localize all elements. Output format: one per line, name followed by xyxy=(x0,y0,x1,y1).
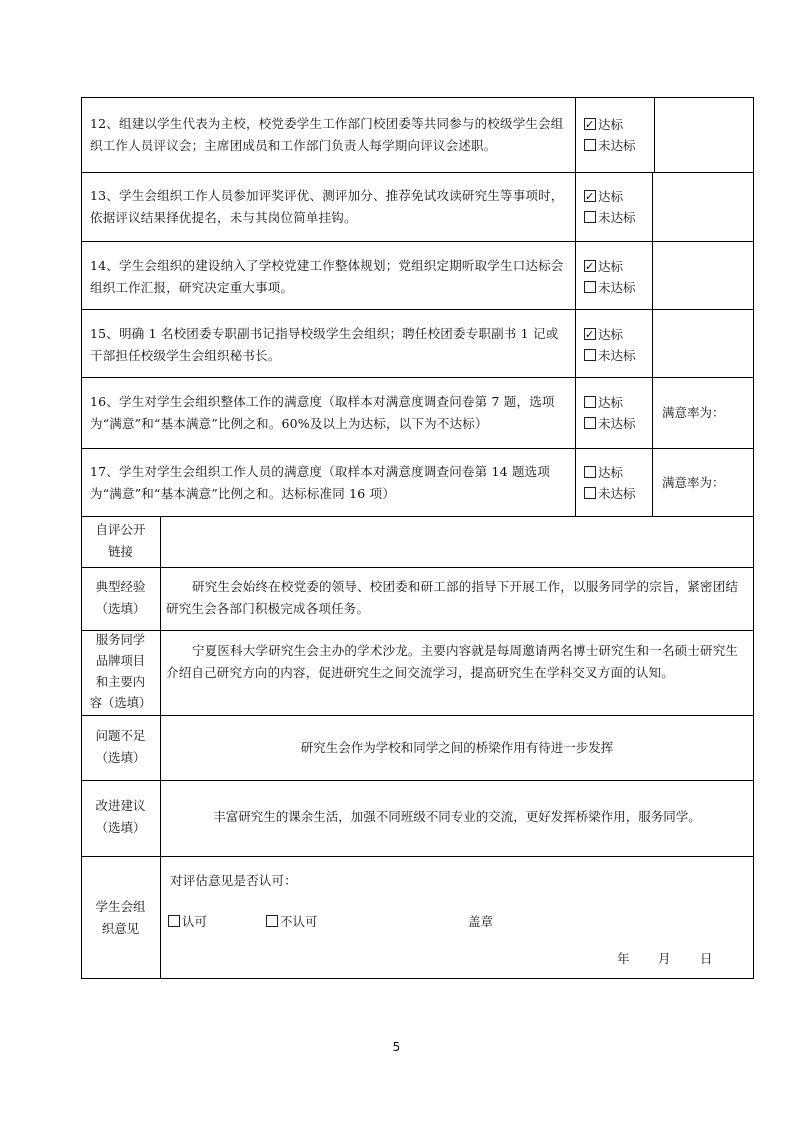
criterion-text: 17、学生对学生会组织工作人员的满意度（取样本对满意度调查问卷第 14 题选项为“满意”和“基本满意”比例之和。达标标准同 16 项） xyxy=(90,464,551,501)
criterion-text: 16、学生对学生会组织整体工作的满意度（取样本对满意度调查问卷第 7 题，选项为“满意”和“基本满意”比例之和。60%及以上为达标，以下为不达标） xyxy=(90,394,555,431)
checkbox-checked-icon[interactable] xyxy=(584,190,596,202)
checkbox-icon[interactable] xyxy=(584,487,596,499)
criterion-text: 13、学生会组织工作人员参加评奖评优、测评加分、推荐免试攻读研究生等事项时，依据评议结果择优提名，未与其岗位简单挂钩。 xyxy=(90,188,564,225)
checkbox-icon[interactable] xyxy=(584,466,596,478)
unmet-option[interactable]: 未达标 xyxy=(584,135,636,156)
criterion-text: 12、组建以学生代表为主校，校党委学生工作部门校团委等共同参与的校级学生会组织工作人员评议会；主席团成员和工作部门负责人每学期向评议会述职。 xyxy=(90,116,564,153)
unmet-option[interactable]: 未达标 xyxy=(584,345,636,366)
checkbox-checked-icon[interactable] xyxy=(584,260,596,272)
suggestions-content: 丰富研究生的课余生活，加强不同班级不同专业的交流，更好发挥桥梁作用，服务同学。 xyxy=(213,809,701,824)
criterion-text: 15、明确 1 名校团委专职副书记指导校级学生会组织；聘任校团委专职副书 1 记或干部担任校级学生会组织秘书长。 xyxy=(90,326,559,363)
experience-content: 研究生会始终在校党委的领导、校团委和研工部的指导下开展工作，以服务同学的宗旨，紧密团结研究生会各部门积极完成各项任务。 xyxy=(166,579,739,616)
opinion-label: 学生会组 织意见 xyxy=(95,899,146,936)
date-day-label: 日 xyxy=(700,951,713,966)
criterion-text: 14、学生会组织的建设纳入了学校党建工作整体规划；党组织定期听取学生口达标会组织工作汇报，研究决定重大事项。 xyxy=(90,258,564,295)
experience-label: 典型经验 （选填） xyxy=(95,579,146,616)
problems-label: 问题不足 （选填） xyxy=(95,728,146,765)
met-option[interactable]: ✓达标 xyxy=(584,114,623,135)
brand-project-label: 服务同学 品牌项目 和主要内 容（选填） xyxy=(89,633,152,710)
disapprove-option[interactable]: 不认可 xyxy=(266,911,318,932)
checkbox-icon[interactable] xyxy=(584,281,596,293)
satisfaction-rate-label: 满意率为： xyxy=(662,405,725,420)
unmet-option[interactable]: 未达标 xyxy=(584,413,636,434)
brand-project-content: 宁夏医科大学研究生会主办的学术沙龙。主要内容就是每周邀请两名博士研究生和一名硕士研究生介绍自己研究方向的内容，促进研究生之间交流学习，提高研究生在学科交叉方面的认知。 xyxy=(166,643,739,680)
suggestions-label: 改进建议 （选填） xyxy=(95,798,146,835)
unmet-option[interactable]: 未达标 xyxy=(584,277,636,298)
satisfaction-rate-label: 满意率为： xyxy=(662,475,725,490)
approve-option[interactable]: 认可 xyxy=(168,911,207,932)
date-month-label: 月 xyxy=(658,951,671,966)
page-number: 5 xyxy=(392,1040,401,1054)
checkbox-icon[interactable] xyxy=(584,211,596,223)
problems-content: 研究生会作为学校和同学之间的桥梁作用有待进一步发挥 xyxy=(300,740,614,755)
checkbox-checked-icon[interactable] xyxy=(584,328,596,340)
met-option[interactable]: ✓达标 xyxy=(584,256,623,277)
met-option[interactable]: 达标 xyxy=(584,392,623,413)
checkbox-icon[interactable] xyxy=(584,417,596,429)
seal-label: 盖章 xyxy=(468,914,494,929)
unmet-option[interactable]: 未达标 xyxy=(584,207,636,228)
unmet-option[interactable]: 未达标 xyxy=(584,483,636,504)
checkbox-icon[interactable] xyxy=(584,349,596,361)
checkbox-icon[interactable] xyxy=(584,139,596,151)
checkbox-icon[interactable] xyxy=(168,915,180,927)
met-option[interactable]: ✓达标 xyxy=(584,324,623,345)
opinion-question: 对评估意见是否认可： xyxy=(170,873,298,888)
date-year-label: 年 xyxy=(617,951,630,966)
checkbox-icon[interactable] xyxy=(266,915,278,927)
met-option[interactable]: ✓达标 xyxy=(584,186,623,207)
met-option[interactable]: 达标 xyxy=(584,462,623,483)
checkbox-icon[interactable] xyxy=(584,396,596,408)
checkbox-checked-icon[interactable] xyxy=(584,118,596,130)
public-link-label: 自评公开 链接 xyxy=(95,522,146,559)
